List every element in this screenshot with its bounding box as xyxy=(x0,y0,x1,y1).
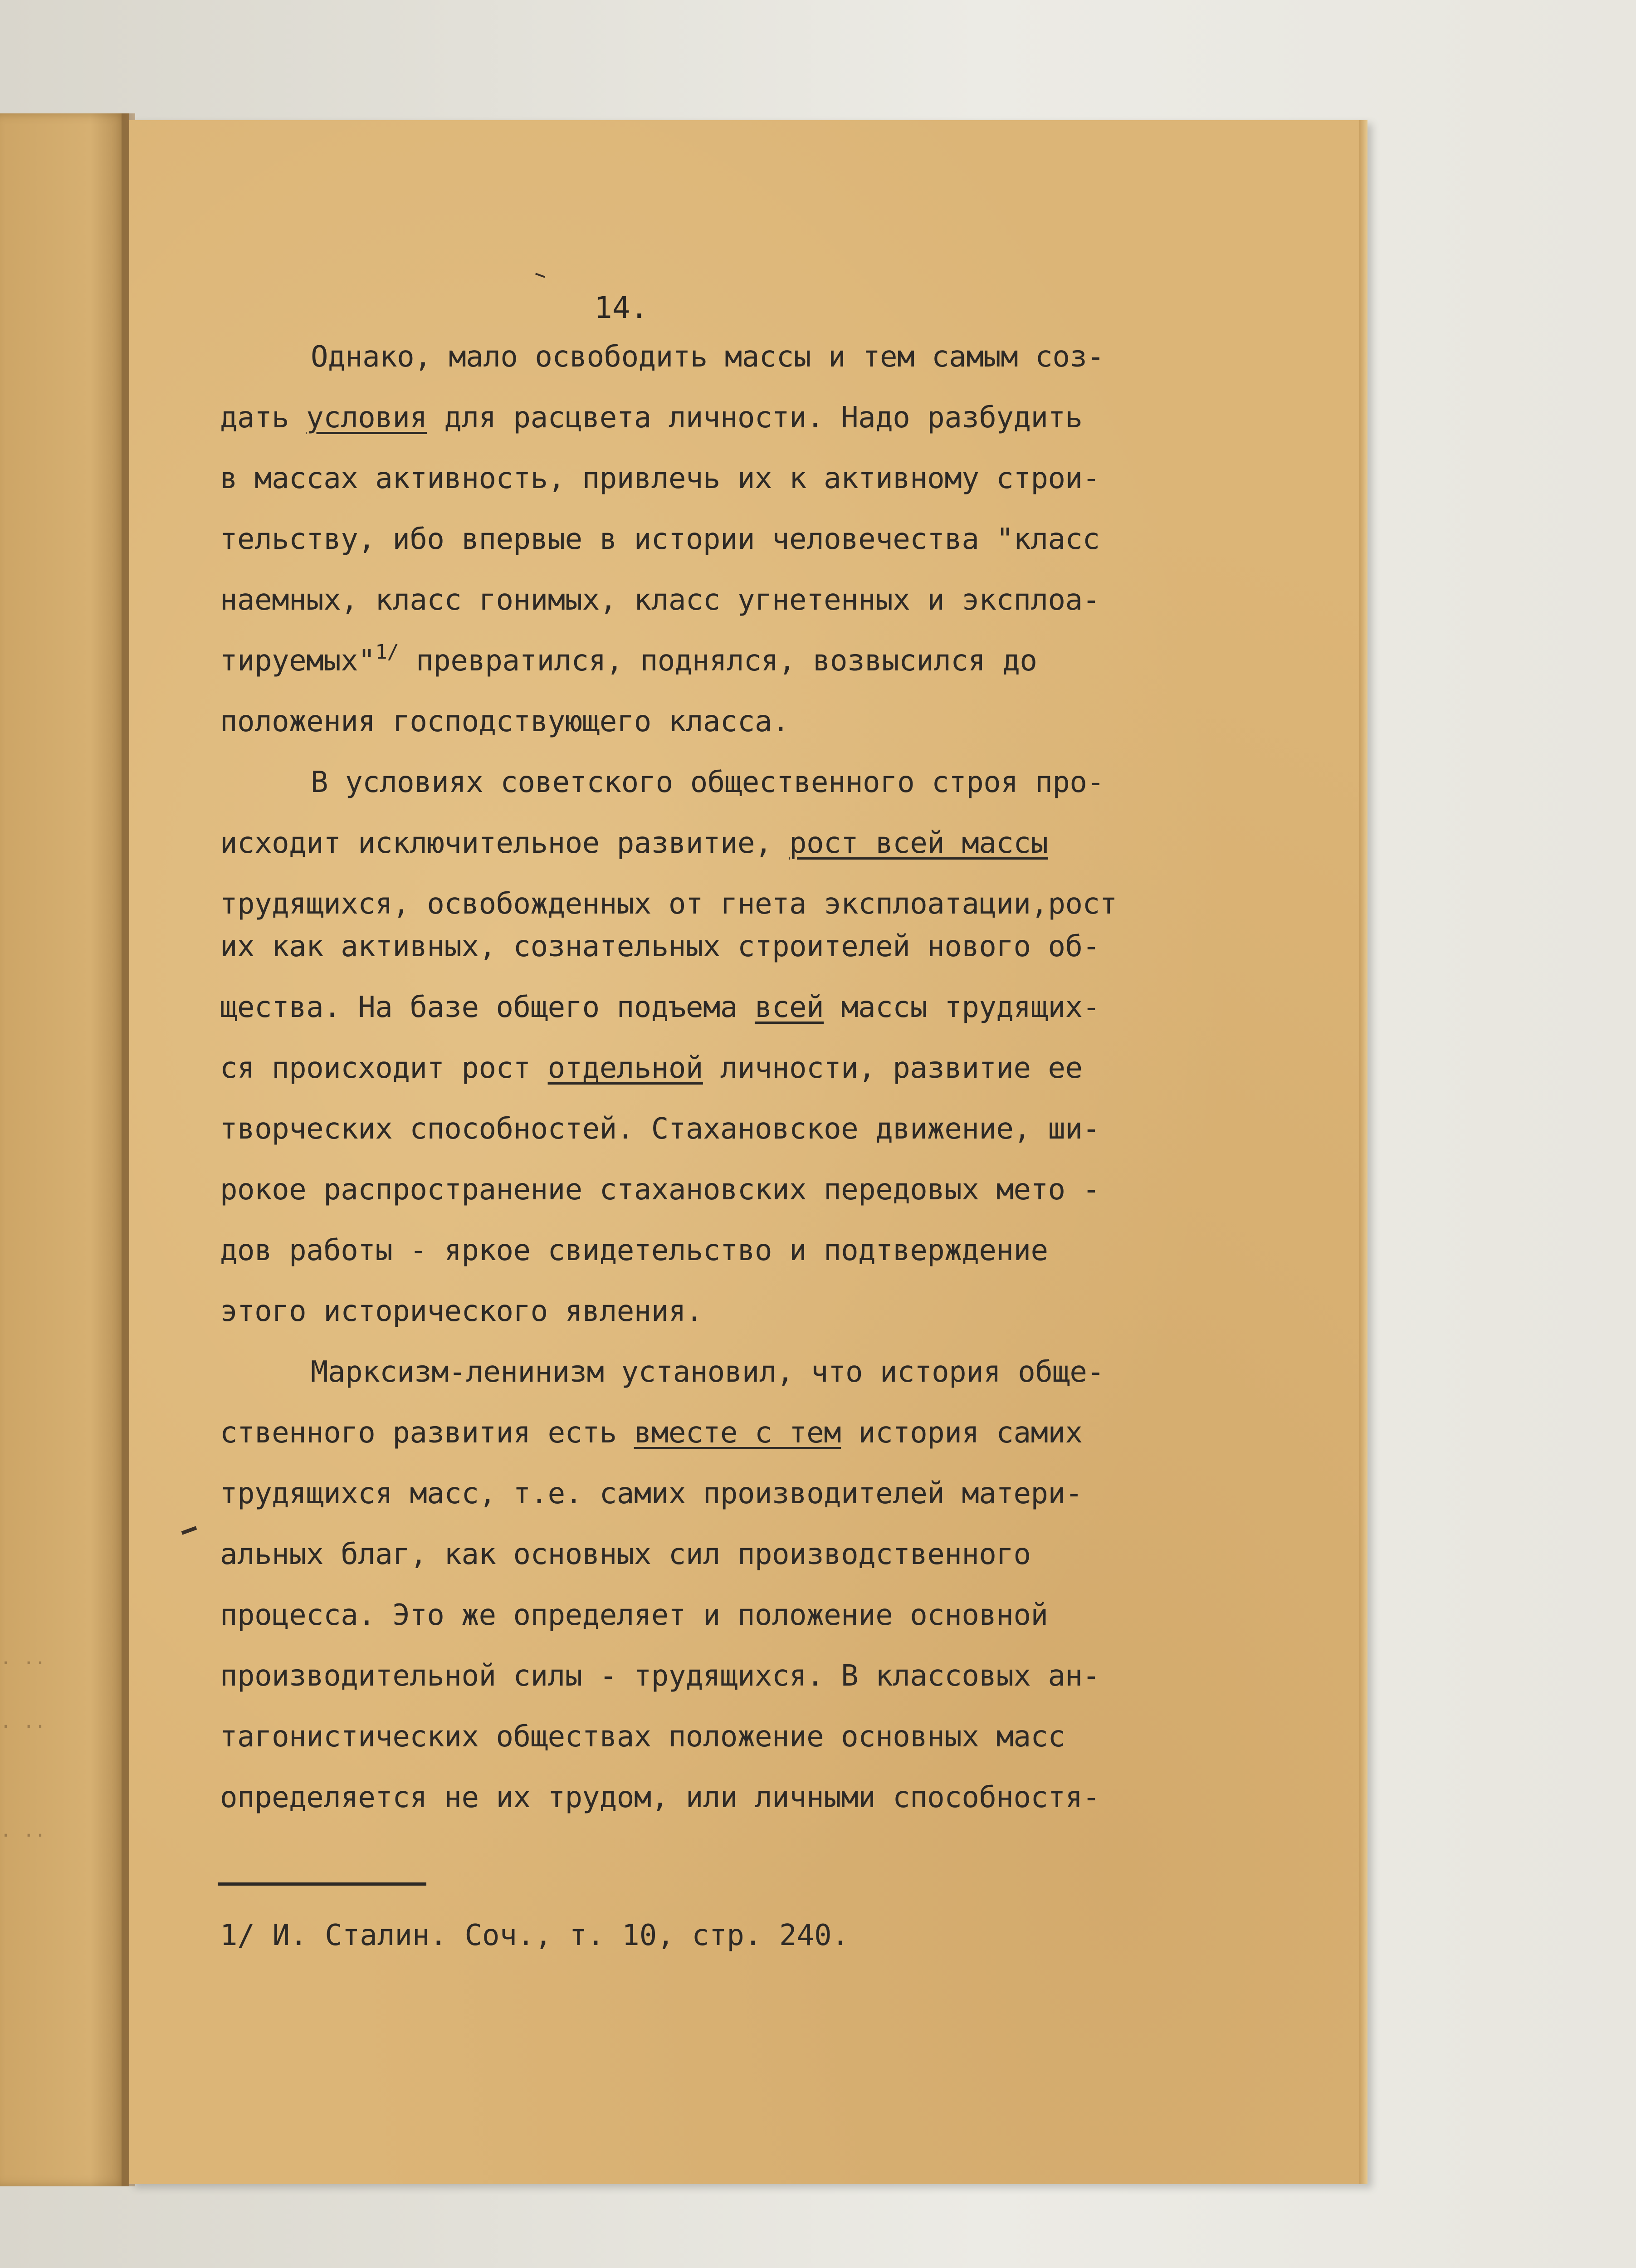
text-line xyxy=(220,1220,1318,1281)
text-line xyxy=(311,327,1408,387)
underlined-phrase: рост всей массы xyxy=(789,826,1048,860)
line-text: производительной силы - трудящихся. В классовых ан- xyxy=(220,1659,1100,1693)
line-text: тагонистических обществах положение основных масс xyxy=(220,1720,1065,1754)
line-text: их как активных, сознательных строителей нового об- xyxy=(220,930,1100,963)
page-number: 14. xyxy=(594,290,649,325)
text-line xyxy=(220,813,1318,874)
line-text: этого исторического явления. xyxy=(220,1295,703,1328)
previous-page-edge xyxy=(0,113,129,2186)
bleed-through-text: . .. xyxy=(0,1819,46,1841)
line-text: личности, развитие ее xyxy=(703,1051,1083,1085)
line-text: превратился, поднялся, возвысился до xyxy=(399,644,1037,678)
text-line xyxy=(220,1767,1318,1828)
line-text: ственного развития есть xyxy=(220,1416,634,1450)
line-text: в массах активность, привлечь их к активному строи- xyxy=(220,462,1100,495)
footnote: 1/ И. Сталин. Соч., т. 10, стр. 240. xyxy=(220,1919,850,1952)
page-edge xyxy=(1359,120,1367,2184)
text-line xyxy=(220,1585,1318,1646)
text-line xyxy=(220,631,1318,694)
line-text: для расцвета личности. Надо разбудить xyxy=(427,401,1083,435)
underlined-phrase: вместе с тем xyxy=(634,1416,841,1450)
pencil-tick-mark xyxy=(535,273,545,278)
document-page xyxy=(129,120,1367,2184)
line-text: рокое распространение стахановских передовых мето - xyxy=(220,1173,1100,1207)
line-text: дов работы - яркое свидетельство и подтверждение xyxy=(220,1234,1048,1267)
line-text: дать xyxy=(220,401,307,435)
text-line xyxy=(220,1463,1318,1524)
line-text: массы трудящих- xyxy=(824,991,1100,1024)
line-text: ся происходит рост xyxy=(220,1051,548,1085)
line-text: творческих способностей. Стахановское движение, ши- xyxy=(220,1112,1100,1146)
text-line xyxy=(220,570,1318,631)
text-line xyxy=(220,1038,1318,1099)
footnote-rule xyxy=(218,1882,426,1886)
underlined-phrase: всей xyxy=(754,991,824,1024)
line-text: трудящихся, освобожденных от гнета эксплоатации,рост xyxy=(220,887,1117,921)
underlined-phrase: условия xyxy=(306,401,427,435)
text-line xyxy=(220,1524,1318,1585)
line-text: В условиях советского общественного строя про- xyxy=(311,766,1104,799)
line-text: определяется не их трудом, или личными способностя- xyxy=(220,1781,1100,1814)
text-line xyxy=(220,1159,1318,1220)
line-text: трудящихся масс, т.е. самих производителей матери- xyxy=(220,1477,1083,1510)
text-line xyxy=(220,916,1318,977)
text-line xyxy=(220,1099,1318,1159)
line-text: тируемых" xyxy=(220,644,376,678)
footnote-reference: 1/ xyxy=(375,640,399,664)
line-text: Однако, мало освободить массы и тем самым соз- xyxy=(311,340,1104,374)
underlined-phrase: отдельной xyxy=(547,1051,703,1085)
text-line xyxy=(220,977,1318,1038)
text-line xyxy=(220,387,1318,448)
line-text: процесса. Это же определяет и положение основной xyxy=(220,1598,1048,1632)
line-text: история самих xyxy=(841,1416,1083,1450)
line-text: альных благ, как основных сил производственного xyxy=(220,1538,1031,1571)
line-text: положения господствующего класса. xyxy=(220,705,790,738)
text-line xyxy=(311,752,1408,813)
bleed-through-text: . .. xyxy=(0,1647,46,1669)
text-line xyxy=(311,1342,1408,1403)
line-text: Марксизм-ленинизм установил, что история обще- xyxy=(311,1355,1104,1389)
margin-pencil-mark xyxy=(181,1526,197,1535)
text-line xyxy=(220,1281,1318,1342)
line-text: щества. На базе общего подъема xyxy=(220,991,755,1024)
line-text: исходит исключительное развитие, xyxy=(220,826,790,860)
line-text: наемных, класс гонимых, класс угнетенных и эксплоа- xyxy=(220,583,1100,617)
text-line xyxy=(220,691,1318,752)
bleed-through-text: . .. xyxy=(0,1710,46,1732)
text-line xyxy=(220,448,1318,509)
text-line xyxy=(220,1646,1318,1706)
text-line xyxy=(220,1403,1318,1463)
text-line xyxy=(220,1706,1318,1767)
text-line xyxy=(220,509,1318,570)
line-text: тельству, ибо впервые в истории человечества "класс xyxy=(220,523,1100,556)
